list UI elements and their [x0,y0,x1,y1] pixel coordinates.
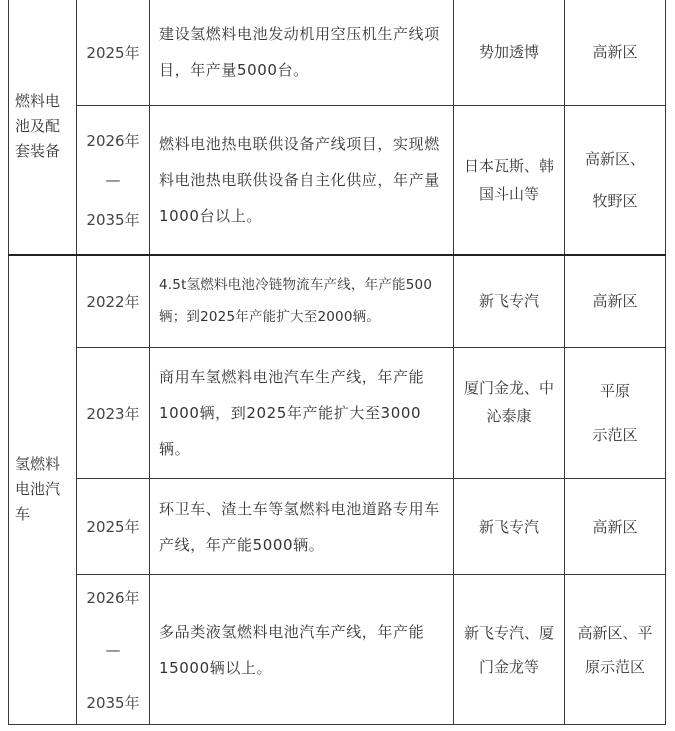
category-label: 电池汽 [15,480,61,499]
enterprise-name: 沁泰康 [486,407,532,425]
category-label: 氢燃料 [15,455,61,474]
area-cell [565,575,666,725]
year-cell [77,106,150,255]
enterprise-name: 新飞专汽、厦 [463,623,554,642]
industry-plan-table [8,0,666,725]
year-cell [77,575,150,725]
category-cell [9,0,77,255]
year-cell: 2025年 [77,0,150,106]
description-cell: 建设氢燃料电池发动机用空压机生产线项目，年产量5000台。 [150,0,454,106]
area-name: 高新区 [592,43,638,61]
category-label: 燃料电 [15,91,61,110]
enterprise-name: 国斗山等 [478,184,539,203]
table-row [9,106,666,255]
enterprise-name: 日本瓦斯、韩 [463,156,554,175]
area-name: 牧野区 [592,191,638,210]
enterprise-name: 门金龙等 [478,657,539,676]
year-separator: — [105,170,121,189]
table-row [9,0,666,106]
year-start: 2026年 [86,131,140,150]
description-cell: 环卫车、渣土车等氢燃料电池道路专用车产线，年产能5000辆。 [150,479,454,575]
enterprise-cell [454,106,565,255]
area-cell [565,479,666,575]
description-cell: 商用车氢燃料电池汽车生产线，年产能1000辆，到2025年产能扩大至3000辆。 [150,348,454,479]
enterprise-cell [454,348,565,479]
table-row [9,575,666,725]
area-cell [565,0,666,106]
enterprise-name: 新飞专汽 [478,517,539,536]
area-cell [565,106,666,255]
description-cell: 4.5t氢燃料电池冷链物流车产线，年产能500辆；到2025年产能扩大至2000辆。 [150,255,454,348]
year-cell: 2025年 [77,479,150,575]
area-name: 高新区、平 [577,623,653,642]
category-label: 池及配 [15,116,61,135]
table-row [9,479,666,575]
enterprise-cell [454,575,565,725]
enterprise-name: 新飞专汽 [478,292,539,311]
enterprise-name: 厦门金龙、中 [463,379,554,397]
enterprise-cell [454,0,565,106]
table-row [9,348,666,479]
year-end: 2035年 [86,210,140,229]
category-cell [9,255,77,725]
table-row [9,255,666,348]
category-label: 套装备 [15,141,61,160]
enterprise-cell [454,479,565,575]
year-end: 2035年 [86,693,140,712]
year-cell: 2023年 [77,348,150,479]
year-start: 2026年 [86,588,140,607]
year-separator: — [105,640,121,659]
category-label: 车 [15,505,31,524]
year-cell: 2022年 [77,255,150,348]
area-name: 示范区 [592,426,638,444]
area-name: 高新区、 [584,149,645,168]
area-cell [565,348,666,479]
area-name: 高新区 [592,292,638,311]
description-cell: 多品类液氢燃料电池汽车产线，年产能15000辆以上。 [150,575,454,725]
area-name: 高新区 [592,517,638,536]
enterprise-name: 势加透博 [478,43,539,61]
area-name: 原示范区 [584,657,645,676]
enterprise-cell [454,255,565,348]
description-cell: 燃料电池热电联供设备产线项目，实现燃料电池热电联供设备自主化供应，年产量1000台以上。 [150,106,454,255]
area-name: 平原 [599,382,630,400]
area-cell [565,255,666,348]
